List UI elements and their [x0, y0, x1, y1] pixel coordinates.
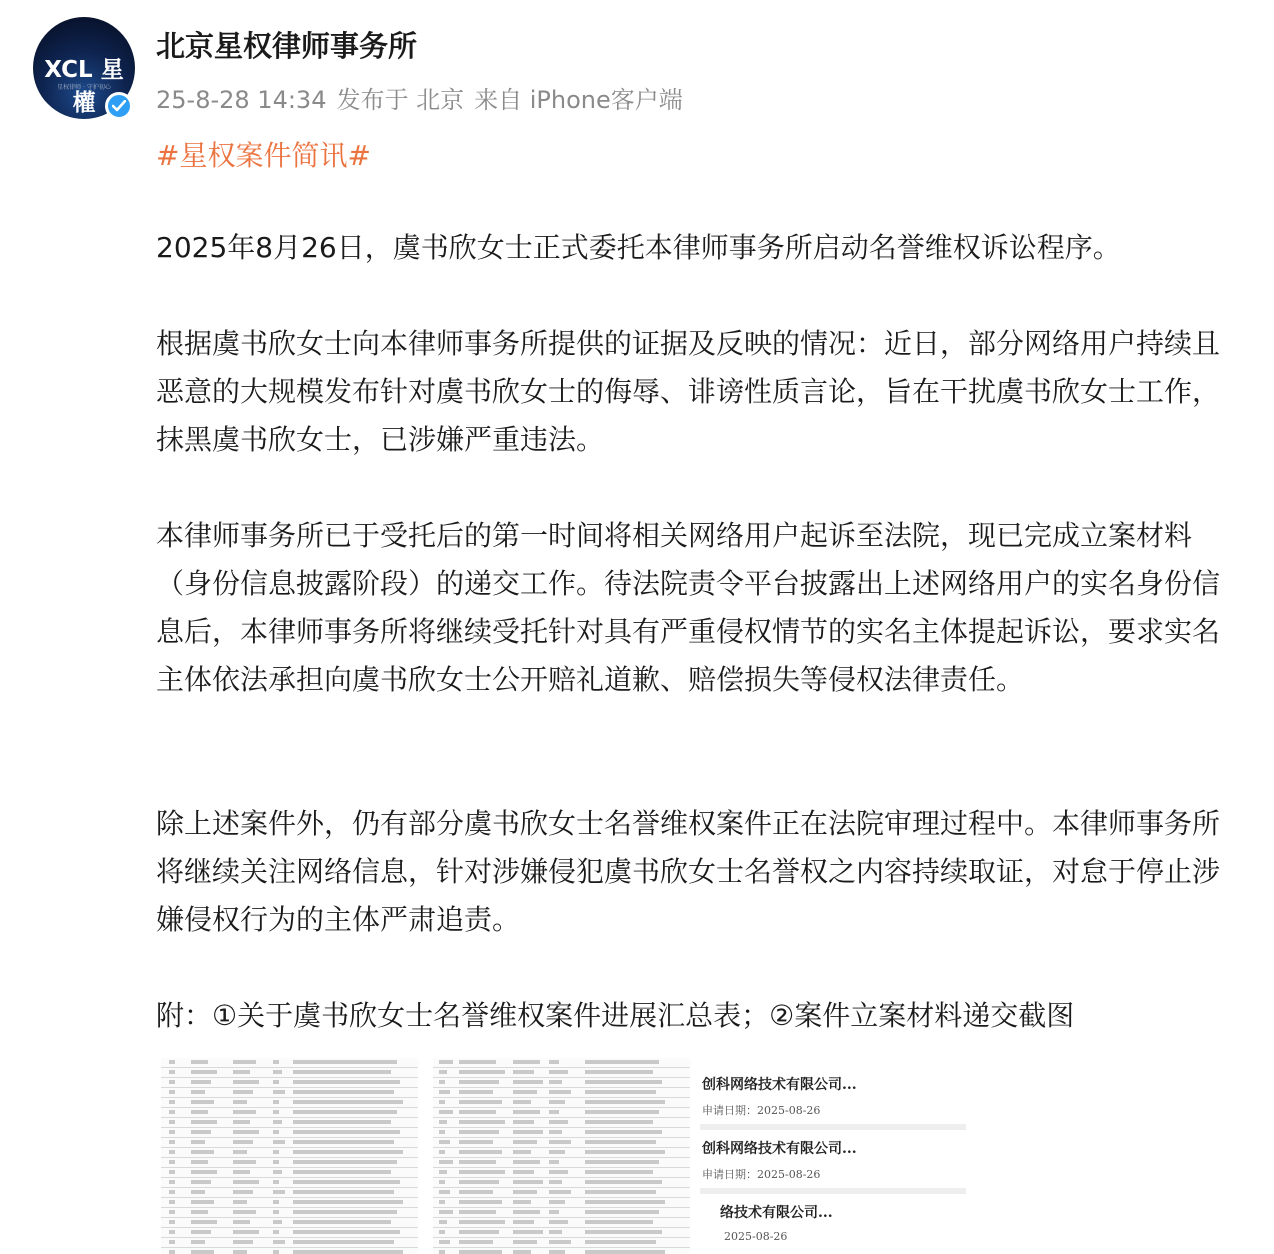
table-row: [433, 1168, 690, 1178]
topic-tag[interactable]: #星权案件简讯#: [156, 139, 371, 172]
filing-date: 2025-08-26: [724, 1230, 788, 1243]
filing-entry: [700, 1074, 966, 1118]
table-row: [161, 1188, 418, 1198]
table-row: [161, 1068, 418, 1078]
table-row: [433, 1098, 690, 1108]
table-row: [161, 1118, 418, 1128]
body-paragraph-1: 2025年8月26日，虞书欣女士正式委托本律师事务所启动名誉维权诉讼程序。: [156, 231, 1121, 264]
avatar-logo: XCL 星權: [44, 57, 124, 116]
filing-entry: [700, 1202, 966, 1243]
table-row: [433, 1248, 690, 1254]
table-row: [433, 1208, 690, 1218]
divider: [700, 1188, 966, 1194]
table-row: [161, 1148, 418, 1158]
table-row: [433, 1198, 690, 1208]
divider: [700, 1124, 966, 1130]
table-row: [161, 1088, 418, 1098]
table-row: [161, 1128, 418, 1138]
filing-company: 创科网络技术有限公司...: [702, 1141, 857, 1157]
post-source: 来自 iPhone客户端: [474, 86, 683, 114]
table-row: [161, 1058, 418, 1068]
table-row: [161, 1168, 418, 1178]
table-row: [161, 1108, 418, 1118]
table-row: [433, 1068, 690, 1078]
body-paragraph-2: 根据虞书欣女士向本律师事务所提供的证据及反映的情况：近日，部分网络用户持续且恶意的大规模发布针对虞书欣女士的侮辱、诽谤性质言论，旨在干扰虞书欣女士工作，抹黑虞书欣女士，已涉嫌严重违法。: [156, 327, 1221, 456]
table-row: [161, 1228, 418, 1238]
table-row: [433, 1158, 690, 1168]
body-paragraph-5: 附：①关于虞书欣女士名誉维权案件进展汇总表；②案件立案材料递交截图: [156, 999, 1075, 1032]
image-thumbnail-summary-table-2[interactable]: [433, 1058, 690, 1254]
post-meta: [156, 80, 693, 115]
filing-date: 申请日期：2025-08-26: [702, 1104, 821, 1117]
verified-badge-icon: [105, 92, 133, 120]
table-row: [161, 1098, 418, 1108]
table-row: [433, 1188, 690, 1198]
filing-company: 络技术有限公司...: [720, 1205, 833, 1221]
table-row: [433, 1108, 690, 1118]
filing-date: 申请日期：2025-08-26: [702, 1168, 821, 1181]
body-paragraph-3: 本律师事务所已于受托后的第一时间将相关网络用户起诉至法院，现已完成立案材料（身份信息披露阶段）的递交工作。待法院责令平台披露出上述网络用户的实名身份信息后，本律师事务所将继续受托针对具有严重侵权情节的实名主体提起诉讼，要求实名主体依法承担向虞书欣女士公开赔礼道歉、赔偿损失等侵权法律责任。: [156, 519, 1221, 696]
table-row: [161, 1158, 418, 1168]
table-row: [161, 1238, 418, 1248]
filing-entry: [700, 1138, 966, 1182]
table-row: [433, 1138, 690, 1148]
table-row: [433, 1058, 690, 1068]
table-row: [433, 1118, 690, 1128]
body-paragraph-4: 除上述案件外，仍有部分虞书欣女士名誉维权案件正在法院审理过程中。本律师事务所将继续关注网络信息，针对涉嫌侵犯虞书欣女士名誉权之内容持续取证，对怠于停止涉嫌侵权行为的主体严肃追责。: [156, 807, 1221, 936]
table-row: [433, 1078, 690, 1088]
table-row: [433, 1228, 690, 1238]
author-name[interactable]: 北京星权律师事务所: [156, 29, 418, 63]
table-row: [433, 1148, 690, 1158]
table-row: [161, 1218, 418, 1228]
avatar-subtitle: 星权律师 · 守护初心: [57, 84, 111, 91]
filing-company: 创科网络技术有限公司...: [702, 1077, 857, 1093]
table-row: [433, 1218, 690, 1228]
table-row: [161, 1248, 418, 1254]
table-row: [161, 1198, 418, 1208]
image-thumbnail-summary-table-1[interactable]: [161, 1058, 418, 1254]
table-row: [433, 1238, 690, 1248]
table-row: [433, 1128, 690, 1138]
table-row: [161, 1208, 418, 1218]
table-row: [161, 1078, 418, 1088]
image-thumbnail-filing-screenshot[interactable]: [700, 1058, 966, 1254]
table-row: [161, 1138, 418, 1148]
table-row: [433, 1088, 690, 1098]
post-location: 发布于 北京: [336, 86, 465, 114]
table-row: [161, 1178, 418, 1188]
post-time: 25-8-28 14:34: [156, 86, 327, 114]
table-row: [433, 1178, 690, 1188]
